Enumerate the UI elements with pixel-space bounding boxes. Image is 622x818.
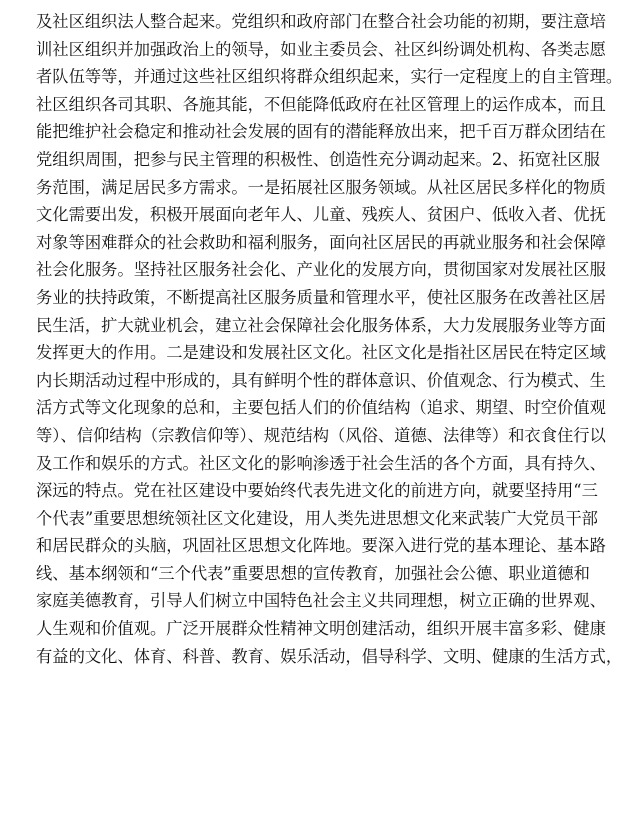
text-line: 党组织周围，把参与民主管理的积极性、创造性充分调动起来。2、拓宽社区服 <box>36 149 600 169</box>
text-line: 个代表”重要思想统领社区文化建设，用人类先进思想文化来武装广大党员干部 <box>36 508 598 528</box>
text-line: 对象等困难群众的社会救助和福利服务，面向社区居民的再就业服务和社会保障 <box>36 232 606 252</box>
text-line: 线、基本纲领和“三个代表”重要思想的宣传教育，加强社会公德、职业道德和 <box>36 563 590 583</box>
text-line: 民生活，扩大就业机会，建立社会保障社会化服务体系，大力发展服务业等方面 <box>36 315 606 335</box>
text-line: 文化需要出发，积极开展面向老年人、儿童、残疾人、贫困户、低收入者、优抚 <box>36 205 606 225</box>
text-line: 务业的扶持政策，不断提高社区服务质量和管理水平，使社区服务在改善社区居 <box>36 287 606 307</box>
text-line: 社区组织各司其职、各施其能，不但能降低政府在社区管理上的运作成本，而且 <box>36 94 606 114</box>
text-line: 及工作和娱乐的方式。社区文化的影响渗透于社会生活的各个方面，具有持久、 <box>36 453 606 473</box>
text-line: 人生观和价值观。广泛开展群众性精神文明创建活动，组织开展丰富多彩、健康 <box>36 619 606 639</box>
body-text <box>36 8 622 670</box>
text-line: 活方式等文化现象的总和，主要包括人们的价值结构（追求、期望、时空价值观 <box>36 398 606 418</box>
text-line: 社会化服务。坚持社区服务社会化、产业化的发展方向，贯彻国家对发展社区服 <box>36 260 606 280</box>
text-line: 家庭美德教育，引导人们树立中国特色社会主义共同理想，树立正确的世界观、 <box>36 591 606 611</box>
text-line: 有益的文化、体育、科普、教育、娱乐活动，倡导科学、文明、健康的生活方式， <box>36 646 622 666</box>
text-line: 者队伍等等，并通过这些社区组织将群众组织起来，实行一定程度上的自主管理。 <box>36 67 622 87</box>
text-line: 内长期活动过程中形成的，具有鲜明个性的群体意识、价值观念、行为模式、生 <box>36 370 606 390</box>
text-line: 务范围，满足居民多方需求。一是拓展社区服务领域。从社区居民多样化的物质 <box>36 177 606 197</box>
text-line: 发挥更大的作用。二是建设和发展社区文化。社区文化是指社区居民在特定区域 <box>36 343 606 363</box>
text-line: 训社区组织并加强政治上的领导，如业主委员会、社区纠纷调处机构、各类志愿 <box>36 39 606 59</box>
text-line: 和居民群众的头脑，巩固社区思想文化阵地。要深入进行党的基本理论、基本路 <box>36 536 606 556</box>
text-line: 能把维护社会稳定和推动社会发展的固有的潜能释放出来，把千百万群众团结在 <box>36 122 606 142</box>
text-line: 及社区组织法人整合起来。党组织和政府部门在整合社会功能的初期，要注意培 <box>36 12 606 31</box>
text-line: 等）、信仰结构（宗教信仰等）、规范结构（风俗、道德、法律等）和衣食住行以 <box>36 425 606 445</box>
text-line: 深远的特点。党在社区建设中要始终代表先进文化的前进方向，就要坚持用“三 <box>36 481 598 501</box>
